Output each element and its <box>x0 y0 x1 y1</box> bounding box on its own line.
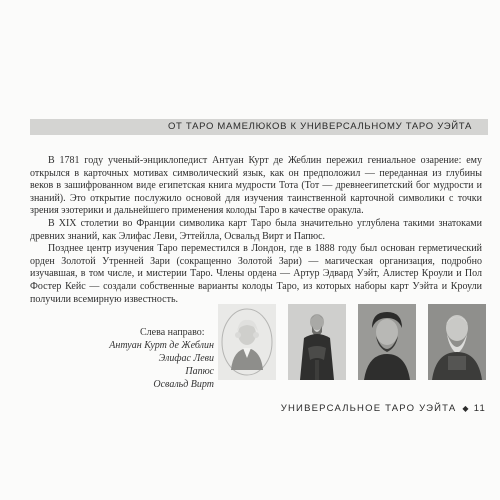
body-text <box>30 155 482 306</box>
portrait-robed-figure <box>288 304 346 380</box>
paragraph: В 1781 году ученый-энциклопедист Антуан Курт де Жеблин пережил гениальное озарение: ему открылся в карточных мотивах символический язык, как он предположил — переданная из глубины веков в зашифрованном виде египетская книга мудрости Тота (Тот — древнеегипетский бог мудрости и знаний). Это открытие послужило основой для изучения таинственной карточной символики с точки зрения эзотерики и дальнейшего применения колоды Таро в качестве оракула. <box>30 155 482 217</box>
caption-name: Элифас Леви <box>158 353 214 364</box>
running-header-title: ОТ ТАРО МАМЕЛЮКОВ К УНИВЕРСАЛЬНОМУ ТАРО УЭЙТА <box>167 121 472 132</box>
diamond-separator-icon: ◆ <box>462 404 470 413</box>
page-number: 11 <box>473 403 486 414</box>
portrait-bearded-man <box>358 304 416 380</box>
portrait-old-man <box>428 304 486 380</box>
caption-name: Освальд Вирт <box>153 379 214 390</box>
caption-intro: Слева направо: <box>140 327 205 338</box>
caption-name: Папюс <box>185 366 214 377</box>
paragraph: В XIX столетии во Франции символика карт Таро была значительно углублена такими знатоками древних знаний, как Элифас Леви, Эттейлла, Освальд Вирт и Папюс. <box>30 217 482 242</box>
caption-name: Антуан Курт де Жеблин <box>109 340 214 351</box>
footer-running-title: УНИВЕРСАЛЬНОЕ ТАРО УЭЙТА <box>280 403 457 414</box>
page-footer <box>281 403 486 414</box>
paragraph: Позднее центр изучения Таро переместился в Лондон, где в 1888 году был основан герметический орден Золотой Утренней Зари (сокращенно Золотой Зари) — магическая организация, подробно изучавшая, в том числе, и мистерии Таро. Члены ордена — Артур Эдвард Уэйт, Алистер Кроули и Пол Фостер Кейс — создали собственные варианты колоды Таро, из которых наборы карт Уэйта и Кроули получили всемирную известность. <box>30 243 482 305</box>
figure-caption <box>90 326 214 391</box>
running-header-bar <box>30 119 488 135</box>
portrait-engraving <box>218 304 276 380</box>
